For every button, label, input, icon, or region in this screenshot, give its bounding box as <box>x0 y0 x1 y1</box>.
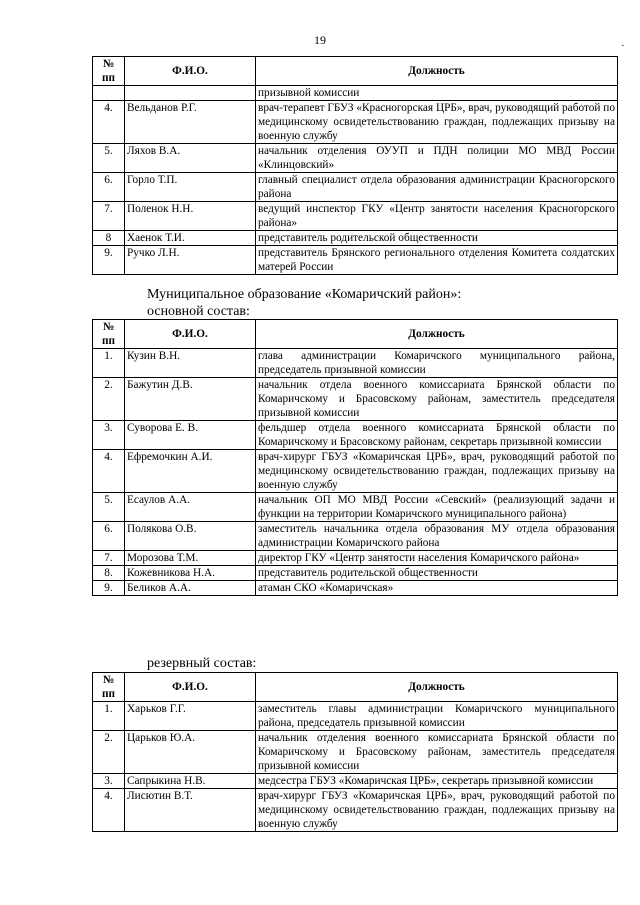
row-position: атаман СКО «Комаричская» <box>256 581 618 596</box>
row-fio: Суворова Е. В. <box>125 421 256 450</box>
row-number: 3. <box>93 421 125 450</box>
row-fio: Вельданов Р.Г. <box>125 101 256 144</box>
row-position: фельдшер отдела военного комиссариата Брянской области по Комаричскому и Брасовскому районам, секретарь призывной комиссии <box>256 421 618 450</box>
row-position: директор ГКУ «Центр занятости населения Комаричского района» <box>256 551 618 566</box>
table-row <box>93 581 618 596</box>
row-fio: Поленок Н.Н. <box>125 202 256 231</box>
table-row <box>93 522 618 551</box>
table-row <box>93 774 618 789</box>
row-fio: Беликов А.А. <box>125 581 256 596</box>
row-fio: Кузин В.Н. <box>125 349 256 378</box>
row-number: 3. <box>93 774 125 789</box>
table-header-row <box>93 57 618 86</box>
table-komarichi-reserve <box>92 672 618 832</box>
table-row <box>93 702 618 731</box>
row-fio: Ручко Л.Н. <box>125 246 256 275</box>
header-fio: Ф.И.О. <box>125 320 256 349</box>
header-position: Должность <box>256 673 618 702</box>
header-fio: Ф.И.О. <box>125 673 256 702</box>
table-row <box>93 101 618 144</box>
row-number: 9. <box>93 246 125 275</box>
row-position: начальник отдела военного комиссариата Брянской области по Комаричскому и Брасовскому районам, заместитель председателя призывной комиссии <box>256 378 618 421</box>
row-position: начальник отделения военного комиссариата Брянской области по Комаричскому и Брасовскому районам, заместитель председателя призывной комиссии <box>256 731 618 774</box>
row-fio: Харьков Г.Г. <box>125 702 256 731</box>
row-position: призывной комиссии <box>256 86 618 101</box>
row-fio: Полякова О.В. <box>125 522 256 551</box>
row-number: 8. <box>93 566 125 581</box>
row-fio: Хаенок Т.И. <box>125 231 256 246</box>
row-number: 4. <box>93 450 125 493</box>
table-row <box>93 144 618 173</box>
table-body <box>93 349 618 596</box>
page-number: 19 <box>314 33 326 47</box>
table-row <box>93 231 618 246</box>
row-position: заместитель начальника отдела образования МУ отдела образования администрации Комаричского района <box>256 522 618 551</box>
table-row <box>93 202 618 231</box>
row-number: 5. <box>93 144 125 173</box>
row-fio: Ляхов В.А. <box>125 144 256 173</box>
row-position: врач-хирург ГБУЗ «Комаричская ЦРБ», врач, руководящий работой по медицинскому освидетельствованию граждан, подлежащих призыву на военную службу <box>256 789 618 832</box>
row-fio: Лисютин В.Т. <box>125 789 256 832</box>
row-position: начальник ОП МО МВД России «Севский» (реализующий задачи и функции на территории Комаричского муниципального района) <box>256 493 618 522</box>
row-position: врач-терапевт ГБУЗ «Красногорская ЦРБ», врач, руководящий работой по медицинскому освидетельствованию граждан, подлежащих призыву на военную службу <box>256 101 618 144</box>
row-fio: Царьков Ю.А. <box>125 731 256 774</box>
row-fio: Ефремочкин А.И. <box>125 450 256 493</box>
row-number: 6. <box>93 173 125 202</box>
row-number: 7. <box>93 551 125 566</box>
table-row <box>93 551 618 566</box>
row-position: представитель Брянского регионального отделения Комитета солдатских матерей России <box>256 246 618 275</box>
table-row <box>93 493 618 522</box>
section-title-komarichi: Муниципальное образование «Комаричский район»: <box>147 287 462 302</box>
row-number: 8 <box>93 231 125 246</box>
header-fio: Ф.И.О. <box>125 57 256 86</box>
row-position: заместитель главы администрации Комаричского муниципального района, председатель призывной комиссии <box>256 702 618 731</box>
row-fio: Есаулов А.А. <box>125 493 256 522</box>
table-row <box>93 789 618 832</box>
table-header-row <box>93 673 618 702</box>
row-position: представитель родительской общественности <box>256 566 618 581</box>
row-position: медсестра ГБУЗ «Комаричская ЦРБ», секретарь призывной комиссии <box>256 774 618 789</box>
header-position: Должность <box>256 57 618 86</box>
table-row <box>93 421 618 450</box>
row-fio: Горло Т.П. <box>125 173 256 202</box>
table-body <box>93 702 618 832</box>
row-position: ведущий инспектор ГКУ «Центр занятости населения Красногорского района» <box>256 202 618 231</box>
corner-mark: · <box>621 40 625 52</box>
table-row <box>93 731 618 774</box>
row-position: врач-хирург ГБУЗ «Комаричская ЦРБ», врач, руководящий работой по медицинскому освидетельствованию граждан, подлежащих призыву на военную службу <box>256 450 618 493</box>
table-body <box>93 86 618 275</box>
table-komarichi-main <box>92 319 618 596</box>
row-fio <box>125 86 256 101</box>
row-number: 1. <box>93 349 125 378</box>
table-row <box>93 246 618 275</box>
header-num: № пп <box>93 673 125 702</box>
row-number: 2. <box>93 731 125 774</box>
table-row <box>93 86 618 101</box>
table-krasnogorsk-continued <box>92 56 618 275</box>
row-fio: Бажутин Д.В. <box>125 378 256 421</box>
row-number: 4. <box>93 789 125 832</box>
table-row <box>93 173 618 202</box>
table-row <box>93 349 618 378</box>
section-label-main: основной состав: <box>147 304 250 319</box>
section-label-reserve: резервный состав: <box>147 656 257 671</box>
table-header-row <box>93 320 618 349</box>
row-fio: Кожевникова Н.А. <box>125 566 256 581</box>
row-number: 7. <box>93 202 125 231</box>
row-position: начальник отделения ОУУП и ПДН полиции МО МВД России «Клинцовский» <box>256 144 618 173</box>
row-number: 5. <box>93 493 125 522</box>
row-fio: Морозова Т.М. <box>125 551 256 566</box>
header-num: № пп <box>93 57 125 86</box>
header-position: Должность <box>256 320 618 349</box>
row-number: 2. <box>93 378 125 421</box>
header-num: № пп <box>93 320 125 349</box>
table-row <box>93 566 618 581</box>
row-number: 9. <box>93 581 125 596</box>
row-position: глава администрации Комаричского муниципального района, председатель призывной комиссии <box>256 349 618 378</box>
row-number <box>93 86 125 101</box>
table-row <box>93 378 618 421</box>
row-fio: Сапрыкина Н.В. <box>125 774 256 789</box>
row-position: главный специалист отдела образования администрации Красногорского района <box>256 173 618 202</box>
row-number: 1. <box>93 702 125 731</box>
row-number: 4. <box>93 101 125 144</box>
row-position: представитель родительской общественности <box>256 231 618 246</box>
row-number: 6. <box>93 522 125 551</box>
table-row <box>93 450 618 493</box>
